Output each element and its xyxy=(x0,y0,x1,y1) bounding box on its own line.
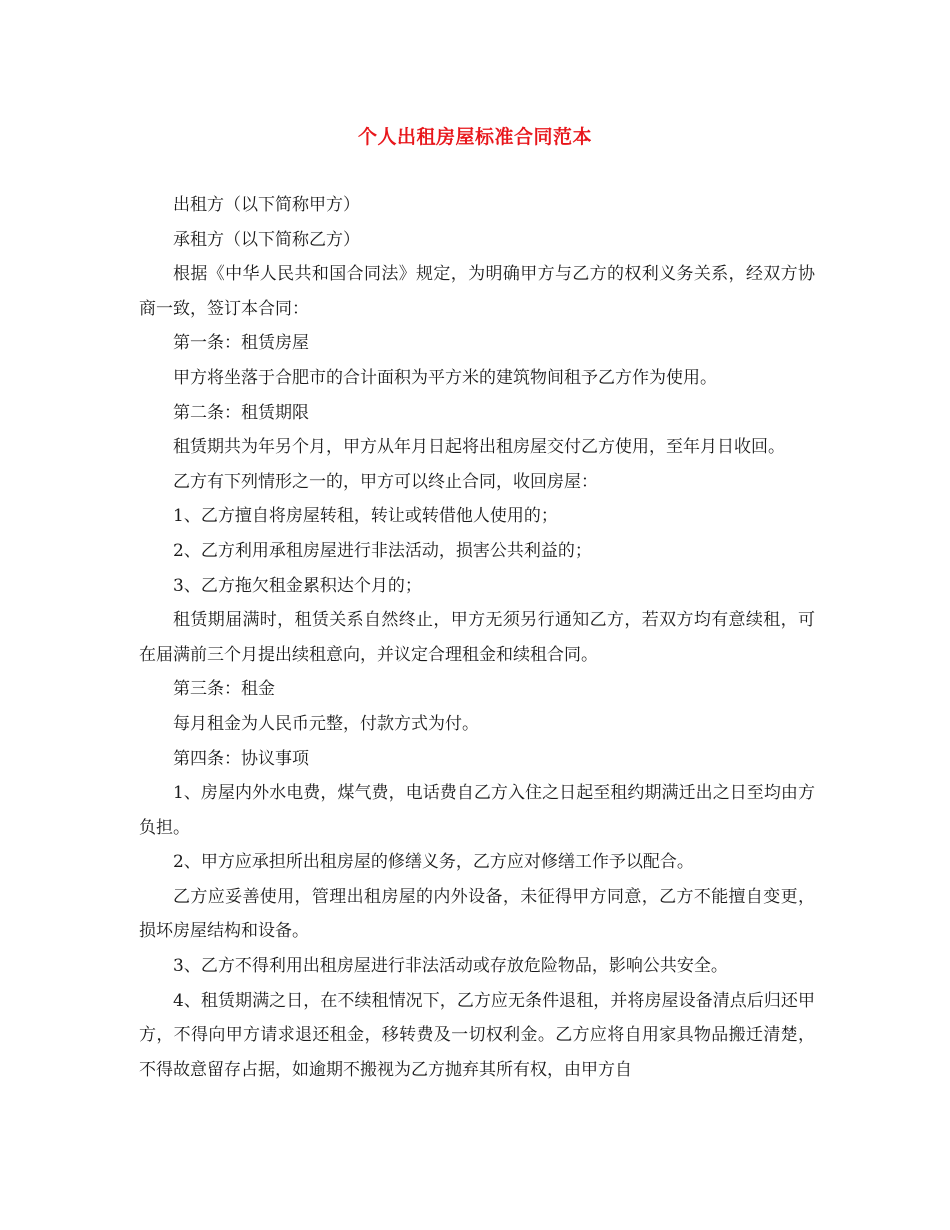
paragraph-preamble: 根据《中华人民共和国合同法》规定，为明确甲方与乙方的权利义务关系，经双方协商一致，签订本合同： xyxy=(139,264,815,319)
termination-item-3: 3、乙方拖欠租金累积达个月的； xyxy=(173,575,422,596)
lease-expiry-text: 租赁期届满时，租赁关系自然终止，甲方无须另行通知乙方，若双方均有意续租，可在届满前三个月提出续租意向，并议定合理租金和续租合同。 xyxy=(139,610,815,665)
article-2-text: 租赁期共为年另个月，甲方从年月日起将出租房屋交付乙方使用，至年月日收回。 xyxy=(173,437,785,458)
termination-item-1: 1、乙方擅自将房屋转租，转让或转借他人使用的； xyxy=(173,506,558,527)
article-4-maintenance-text: 乙方应妥善使用，管理出租房屋的内外设备，未征得甲方同意，乙方不能擅自变更，损坏房屋结构和设备。 xyxy=(139,886,815,942)
article-3-text: 每月租金为人民币元整，付款方式为付。 xyxy=(173,713,479,734)
document-title: 个人出租房屋标准合同范本 xyxy=(357,126,592,148)
paragraph-lessor: 出租方（以下简称甲方） xyxy=(173,195,360,215)
termination-item-2: 2、乙方利用承租房屋进行非法活动，损害公共利益的； xyxy=(173,540,592,561)
article-1-text: 甲方将坐落于合肥市的合计面积为平方米的建筑物间租予乙方作为使用。 xyxy=(173,367,717,388)
article-4-item-1: 1、房屋内外水电费，煤气费，电话费自乙方入住之日起至租约期满迁出之日至均由方负担。 xyxy=(139,783,815,838)
termination-intro: 乙方有下列情形之一的，甲方可以终止合同，收回房屋： xyxy=(173,471,598,492)
paragraph-lessee: 承租方（以下简称乙方） xyxy=(173,229,360,250)
article-4-item-2: 2、甲方应承担所出租房屋的修缮义务，乙方应对修缮工作予以配合。 xyxy=(173,852,694,873)
article-1-heading: 第一条：租赁房屋 xyxy=(173,333,309,354)
article-4-item-4: 4、租赁期满之日，在不续租情况下，乙方应无条件退租，并将房屋设备清点后归还甲方，不得向甲方请求退还租金，移转费及一切权利金。乙方应将自用家具物品搬迁清楚，不得故意留存占据，如逾期不搬视为乙方抛弃其所有权，由甲方自 xyxy=(139,990,815,1080)
article-2-heading: 第二条：租赁期限 xyxy=(173,402,309,423)
article-4-heading: 第四条：协议事项 xyxy=(173,748,309,769)
article-4-item-3: 3、乙方不得利用出租房屋进行非法活动或存放危险物品，影响公共安全。 xyxy=(173,956,728,977)
article-3-heading: 第三条：租金 xyxy=(173,679,275,700)
document-body xyxy=(139,188,815,1087)
